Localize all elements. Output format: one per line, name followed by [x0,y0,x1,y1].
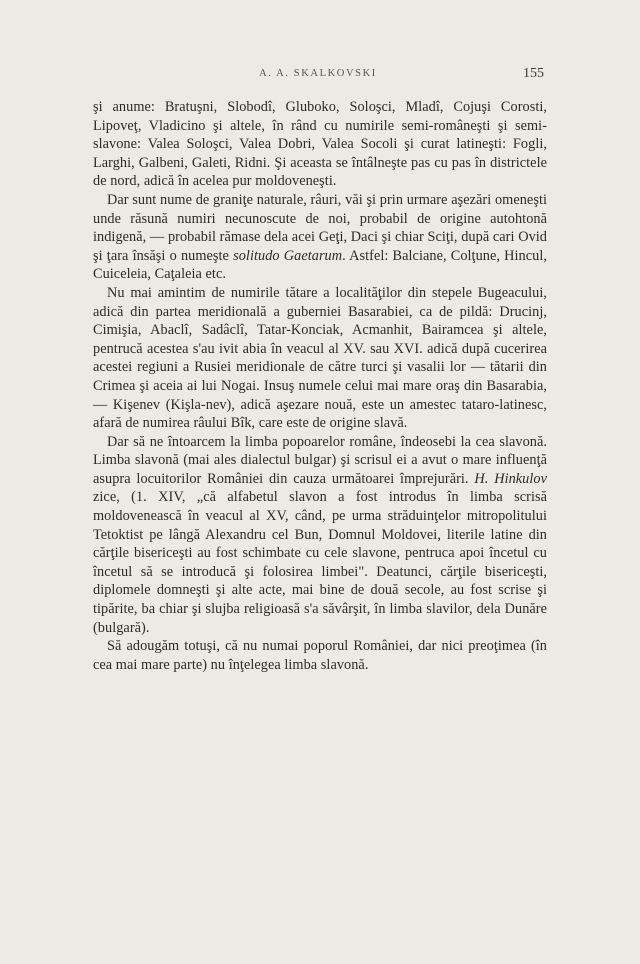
paragraph-5 [93,637,547,674]
paragraph-3-text: Nu mai amintim de numirile tătare a localităţilor din stepele Bugeacului, adică din partea meridională a guberniei Basarabiei, ca de pildă: Drucinj, Cimişia, Abaclî, Sadâclî, Tatar-Konciak, Acmanhit, Bairamcea şi altele, pentrucă acestea s'au ivit abia în veacul al XV. sau XVI. adică după cucerirea acestei regiuni a Rusiei meridionale de către turci şi vasalii lor — tătarii din Crimea şi aceia ai lui Nogai. Insuş numele celui mai mare oraş din Basarabia, — Kişenev (Kişla-nev), adică aşezare nouă, este un amestec tataro-latinesc, afară de numirea râului Bîk, care este de origine slavă. [93,284,547,432]
paragraph-3 [93,284,547,433]
paragraph-4-text-b: zice, (1. XIV, „că alfabetul slavon a fost introdus în limba scrisă moldovenească în veacul al XV, când, pe urma străduinţelor mitropolitului Tetoktist pe lângă Alexandru cel Bun, Domnul Moldovei, literile latine din cărţile bisericeşti au fost schimbate cu cele slavone, pentruca apoi încetul cu încetul să se introducă şi folosirea limbei". Deatunci, cărţile bisericeşti, diplomele domneşti şi alte acte, mai bine de două secole, au fost scrise şi tipărite, ba chiar şi slujba religioasă s'a săvârşit, în limba slavilor, dela Dunăre (bulgară). [93,489,547,636]
body-text [93,98,547,674]
paragraph-4 [93,433,547,638]
running-title: A. A. SKALKOVSKI [259,68,377,79]
paragraph-2-italic-phrase: solitudo Gaetarum [233,247,343,264]
paragraph-4-text-a: Dar să ne întoarcem la limba popoarelor române, îndeosebi la cea slavonă. Limba slavonă (mai ales dialectul bulgar) şi scrisul ei a avut o mare influenţă asupra locuitorilor României din cauza următoarei împrejurări. [93,433,547,487]
paragraph-1 [93,98,547,191]
paragraph-2-text-a: Dar sunt nume de graniţe naturale, râuri, văi şi prin urmare aşezări omeneşti unde răsună numiri necunoscute de noi, probabil de origine autohtonă indigenă, — probabil rămase dela acei Geţi, Daci şi chiar Sciţi, după cari Ovid şi ţara însăşi o numeşte [93,191,547,264]
page-number: 155 [523,66,544,81]
paragraph-2 [93,191,547,284]
paragraph-2-text-b: . Astfel: Balciane, Colţune, Hincul, Cuiceleia, Caţaleia etc. [93,247,547,283]
paragraph-5-text: Să adougăm totuşi, că nu numai poporul României, dar nici preoţimea (în cea mai mare parte) nu înţelegea limba slavonă. [93,638,547,673]
paragraph-4-italic-author: H. Hinkulov [474,470,547,487]
paragraph-1-text: şi anume: Bratuşni, Slobodî, Gluboko, Soloşci, Mladî, Cojuşi Corosti, Lipoveţ, Vladicino şi altele, în rând cu numirile semi-româneşti şi semi-slavone: Valea Soloşci, Valea Dobri, Valea Socoli şi curat latineşti: Fogli, Larghi, Galbeni, Galeti, Ridni. Şi aceasta se întâlneşte pas cu pas în districtele de nord, adică în acelea pur moldoveneşti. [93,99,547,190]
running-head [92,66,544,86]
